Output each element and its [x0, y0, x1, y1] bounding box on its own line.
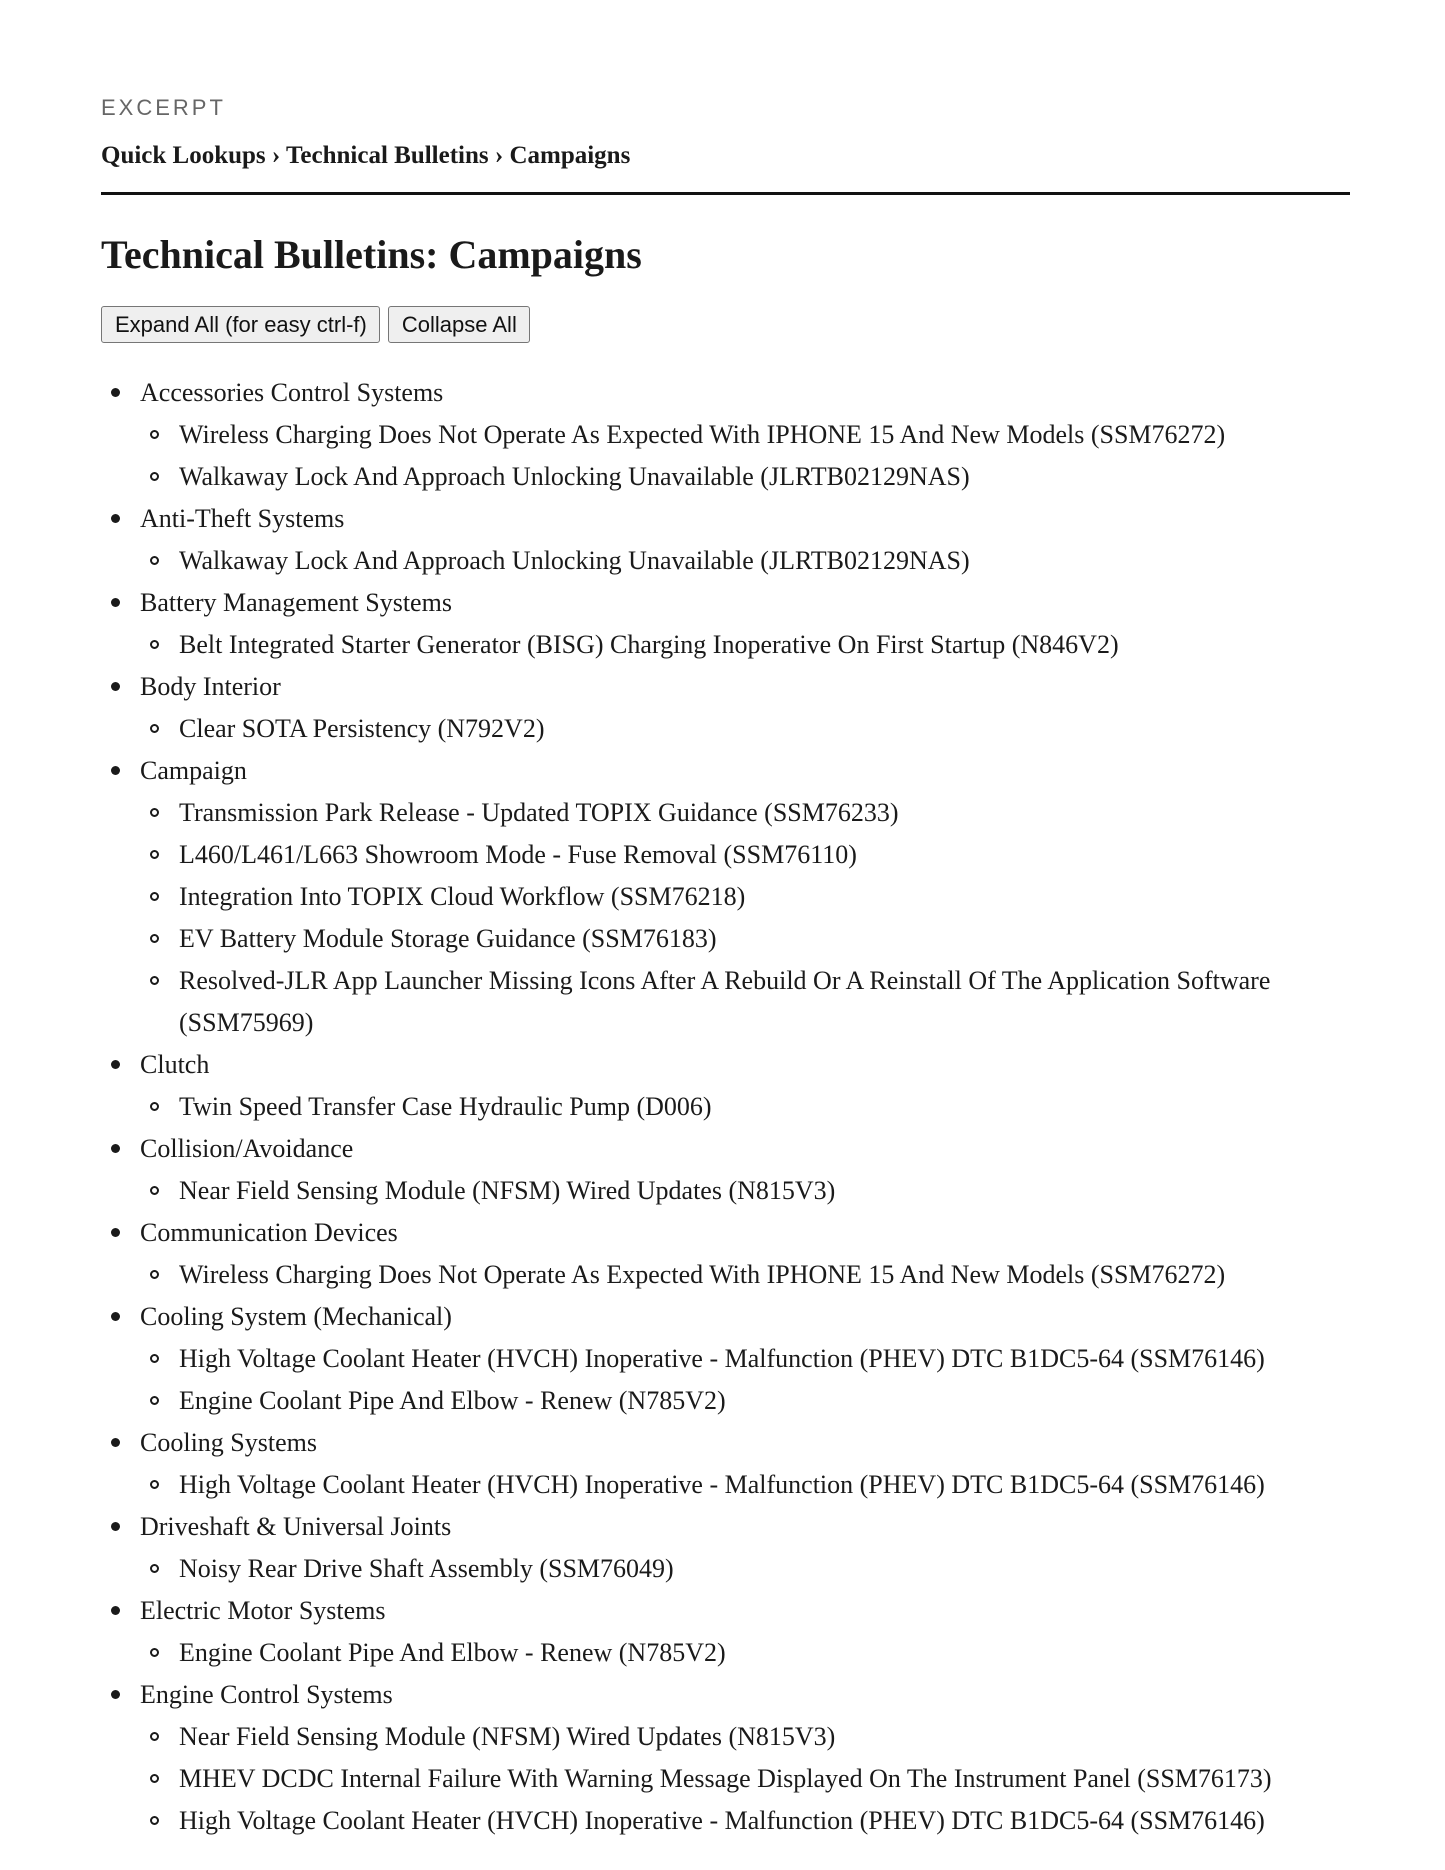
bullet-circle-icon [150, 976, 159, 985]
bulletin-item[interactable] [140, 1548, 1311, 1590]
bulletin-title[interactable]: Wireless Charging Does Not Operate As Expected With IPHONE 15 And New Models (SSM76272) [179, 1260, 1226, 1289]
bullet-circle-icon [150, 1270, 159, 1279]
bulletin-title[interactable]: L460/L461/L663 Showroom Mode - Fuse Removal (SSM76110) [179, 840, 857, 869]
bullet-circle-icon [150, 1564, 159, 1573]
bulletin-list [140, 1464, 1344, 1506]
bullet-disc-icon [111, 1522, 120, 1531]
breadcrumb: Quick Lookups › Technical Bulletins › Campaigns [101, 141, 1350, 195]
bulletin-item[interactable] [140, 834, 1311, 876]
bulletin-item[interactable] [140, 1758, 1311, 1800]
bullet-disc-icon [111, 1690, 120, 1699]
bullet-circle-icon [150, 1816, 159, 1825]
category-item[interactable] [101, 582, 1344, 666]
bullet-circle-icon [150, 472, 159, 481]
bullet-disc-icon [111, 1606, 120, 1615]
bulletin-item[interactable] [140, 1380, 1311, 1422]
bulletin-title[interactable]: Belt Integrated Starter Generator (BISG) Charging Inoperative On First Startup (N846V2) [179, 630, 1119, 659]
bulletin-title[interactable]: Walkaway Lock And Approach Unlocking Unavailable (JLRTB02129NAS) [179, 462, 970, 491]
bulletin-item[interactable] [140, 624, 1311, 666]
bullet-disc-icon [111, 388, 120, 397]
bullet-circle-icon [150, 892, 159, 901]
bulletin-title[interactable]: High Voltage Coolant Heater (HVCH) Inoperative - Malfunction (PHEV) DTC B1DC5-64 (SSM76146) [179, 1806, 1265, 1835]
bulletin-item[interactable] [140, 540, 1311, 582]
category-label[interactable]: Body Interior [140, 672, 281, 701]
category-list [101, 372, 1344, 1842]
bullet-circle-icon [150, 724, 159, 733]
bulletin-item[interactable] [140, 708, 1311, 750]
bulletin-list [140, 708, 1344, 750]
bulletin-list [140, 1716, 1344, 1842]
bulletin-list [140, 1632, 1344, 1674]
bullet-disc-icon [111, 1228, 120, 1237]
bullet-circle-icon [150, 1354, 159, 1363]
bulletin-item[interactable] [140, 1254, 1311, 1296]
bulletin-item[interactable] [140, 792, 1311, 834]
bulletin-title[interactable]: Noisy Rear Drive Shaft Assembly (SSM76049) [179, 1554, 674, 1583]
bulletin-title[interactable]: Walkaway Lock And Approach Unlocking Unavailable (JLRTB02129NAS) [179, 546, 970, 575]
bullet-circle-icon [150, 808, 159, 817]
bulletin-title[interactable]: Transmission Park Release - Updated TOPIX Guidance (SSM76233) [179, 798, 899, 827]
bullet-circle-icon [150, 850, 159, 859]
bulletin-title[interactable]: High Voltage Coolant Heater (HVCH) Inoperative - Malfunction (PHEV) DTC B1DC5-64 (SSM76146) [179, 1470, 1265, 1499]
bulletin-item[interactable] [140, 1632, 1311, 1674]
bulletin-item[interactable] [140, 1716, 1311, 1758]
bulletin-list [140, 540, 1344, 582]
bulletin-list [140, 792, 1344, 1044]
bullet-circle-icon [150, 1732, 159, 1741]
bulletin-list [140, 1254, 1344, 1296]
bullet-disc-icon [111, 514, 120, 523]
category-label[interactable]: Clutch [140, 1050, 210, 1079]
bulletin-list [140, 624, 1344, 666]
bulletin-title[interactable]: Twin Speed Transfer Case Hydraulic Pump (D006) [179, 1092, 712, 1121]
category-item[interactable] [101, 750, 1344, 1044]
bulletin-title[interactable]: EV Battery Module Storage Guidance (SSM76183) [179, 924, 717, 953]
bulletin-list [140, 1086, 1344, 1128]
bulletin-list [140, 1170, 1344, 1212]
collapse-all-button[interactable]: Collapse All [388, 306, 530, 343]
category-label[interactable]: Electric Motor Systems [140, 1596, 386, 1625]
category-label[interactable]: Cooling Systems [140, 1428, 317, 1457]
bullet-circle-icon [150, 430, 159, 439]
bulletin-title[interactable]: Near Field Sensing Module (NFSM) Wired Updates (N815V3) [179, 1176, 836, 1205]
category-label[interactable]: Collision/Avoidance [140, 1134, 354, 1163]
category-item[interactable] [101, 1506, 1344, 1590]
bulletin-item[interactable] [140, 456, 1311, 498]
bullet-disc-icon [111, 682, 120, 691]
bulletin-item[interactable] [140, 1464, 1311, 1506]
button-row [101, 306, 1344, 343]
bulletin-list [140, 1548, 1344, 1590]
bulletin-item[interactable] [140, 876, 1311, 918]
bullet-circle-icon [150, 1396, 159, 1405]
category-label[interactable]: Engine Control Systems [140, 1680, 393, 1709]
category-label[interactable]: Cooling System (Mechanical) [140, 1302, 452, 1331]
category-item[interactable] [101, 1422, 1344, 1506]
bullet-circle-icon [150, 1102, 159, 1111]
bullet-circle-icon [150, 934, 159, 943]
bulletin-item[interactable] [140, 1800, 1311, 1842]
category-item[interactable] [101, 1128, 1344, 1212]
category-item[interactable] [101, 372, 1344, 498]
bullet-circle-icon [150, 1480, 159, 1489]
bullet-disc-icon [111, 1060, 120, 1069]
bullet-disc-icon [111, 598, 120, 607]
category-item[interactable] [101, 498, 1344, 582]
bullet-circle-icon [150, 556, 159, 565]
bulletin-item[interactable] [140, 1338, 1311, 1380]
category-label[interactable]: Accessories Control Systems [140, 378, 444, 407]
category-item[interactable] [101, 666, 1344, 750]
bulletin-item[interactable] [140, 1086, 1311, 1128]
bulletin-title[interactable]: Wireless Charging Does Not Operate As Expected With IPHONE 15 And New Models (SSM76272) [179, 420, 1226, 449]
expand-all-button[interactable]: Expand All (for easy ctrl-f) [101, 306, 380, 343]
bullet-disc-icon [111, 1438, 120, 1447]
bulletin-title[interactable]: Clear SOTA Persistency (N792V2) [179, 714, 545, 743]
bullet-circle-icon [150, 1774, 159, 1783]
bulletin-title[interactable]: High Voltage Coolant Heater (HVCH) Inoperative - Malfunction (PHEV) DTC B1DC5-64 (SSM76146) [179, 1344, 1265, 1373]
category-item[interactable] [101, 1674, 1344, 1842]
category-item[interactable] [101, 1590, 1344, 1674]
bulletin-title[interactable]: Integration Into TOPIX Cloud Workflow (SSM76218) [179, 882, 746, 911]
bullet-disc-icon [111, 1312, 120, 1321]
category-label[interactable]: Anti-Theft Systems [140, 504, 345, 533]
bulletin-title[interactable]: Resolved-JLR App Launcher Missing Icons After A Rebuild Or A Reinstall Of The Application Software (SSM75969) [179, 966, 1271, 1037]
category-item[interactable] [101, 1044, 1344, 1128]
bulletin-title[interactable]: MHEV DCDC Internal Failure With Warning Message Displayed On The Instrument Panel (SSM76173) [179, 1764, 1272, 1793]
bullet-disc-icon [111, 766, 120, 775]
bulletin-title[interactable]: Near Field Sensing Module (NFSM) Wired Updates (N815V3) [179, 1722, 836, 1751]
bullet-circle-icon [150, 1648, 159, 1657]
category-label[interactable]: Battery Management Systems [140, 588, 452, 617]
category-item[interactable] [101, 1296, 1344, 1422]
bulletin-list [140, 414, 1344, 498]
bullet-disc-icon [111, 1144, 120, 1153]
bullet-circle-icon [150, 640, 159, 649]
bulletin-title[interactable]: Engine Coolant Pipe And Elbow - Renew (N785V2) [179, 1386, 726, 1415]
bullet-circle-icon [150, 1186, 159, 1195]
bulletin-item[interactable] [140, 960, 1311, 1044]
bulletin-item[interactable] [140, 414, 1311, 456]
bulletin-title[interactable]: Engine Coolant Pipe And Elbow - Renew (N785V2) [179, 1638, 726, 1667]
category-label[interactable]: Communication Devices [140, 1218, 398, 1247]
excerpt-label: EXCERPT [101, 95, 226, 120]
category-label[interactable]: Campaign [140, 756, 247, 785]
page-title: Technical Bulletins: Campaigns [101, 232, 642, 277]
bulletin-item[interactable] [140, 1170, 1311, 1212]
category-label[interactable]: Driveshaft & Universal Joints [140, 1512, 452, 1541]
bulletin-item[interactable] [140, 918, 1311, 960]
bulletin-list [140, 1338, 1344, 1422]
category-item[interactable] [101, 1212, 1344, 1296]
